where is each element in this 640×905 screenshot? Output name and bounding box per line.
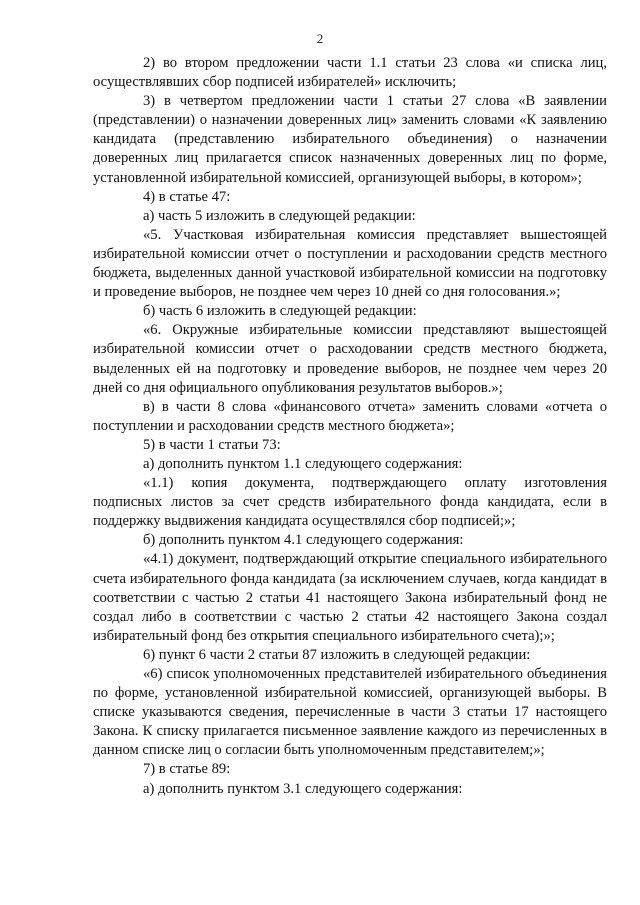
paragraph: а) дополнить пунктом 1.1 следующего содержания: — [143, 455, 463, 472]
page-number: 2 — [316, 31, 324, 46]
paragraph: 7) в статье 89: — [143, 761, 231, 778]
paragraph: б) часть 6 изложить в следующей редакции: — [143, 303, 417, 320]
paragraph: 2) во втором предложении части 1.1 статьи 23 слова «и списка лиц, осуществлявших сбор подписей избирателей» исключить; — [93, 55, 607, 91]
paragraph: в) в части 8 слова «финансового отчета» заменить словами «отчета о поступлении и расходовании средств местного бюджета»; — [93, 398, 607, 434]
paragraph: 3) в четвертом предложении части 1 статьи 27 слова «В заявлении (представлении) о назначении доверенных лиц» заменить словами «К заявлению кандидата (представлению избирательного объединения) о назначении доверенных лиц прилагается список назначенных доверенных лиц по форме, установленной избирательной комиссией, организующей выборы, в котором»; — [93, 93, 607, 186]
paragraph: «6. Окружные избирательные комиссии представляют вышестоящей избирательной комиссии отчет о расходовании средств местного бюджета, выделенных ей на подготовку и проведение выборов, не позднее чем через 20 дней со дня официального опубликования результатов выборов.»; — [93, 322, 607, 396]
paragraph: а) часть 5 изложить в следующей редакции: — [143, 207, 416, 224]
paragraph: 6) пункт 6 части 2 статьи 87 изложить в следующей редакции: — [143, 646, 531, 663]
paragraph: б) дополнить пунктом 4.1 следующего содержания: — [143, 532, 464, 549]
paragraph: «1.1) копия документа, подтверждающего оплату изготовления подписных листов за счет средств избирательного фонда кандидата, если в поддержку выдвижения кандидата осуществлялся сбор подписей;»; — [93, 475, 607, 530]
paragraph: «6) список уполномоченных представителей избирательного объединения по форме, установленной избирательной комиссией, организующей выборы. В списке указываются сведения, перечисленные в части 3 статьи 17 настоящего Закона. К списку прилагается письменное заявление каждого из перечисленных в данном списке лиц о согласии быть уполномоченным представителем;»; — [93, 666, 607, 759]
paragraph: «4.1) документ, подтверждающий открытие специального избирательного счета избирательного фонда кандидата (за исключением случаев, когда кандидат в соответствии с частью 2 статьи 41 настоящего Закона избирательный фонд не создал либо в соответствии с частью 2 статьи 42 настоящего Закона создал избирательный фонд без открытия специального избирательного счета);»; — [93, 551, 607, 644]
paragraph: «5. Участковая избирательная комиссия представляет вышестоящей избирательной комиссии отчет о поступлении и расходовании средств местного бюджета, выделенных данной участковой избирательной комиссии на подготовку и проведение выборов, не позднее чем через 10 дней со дня голосования.»; — [93, 226, 607, 301]
paragraph: 4) в статье 47: — [143, 188, 231, 205]
paragraph: а) дополнить пунктом 3.1 следующего содержания: — [143, 780, 463, 797]
paragraph: 5) в части 1 статьи 73: — [143, 436, 281, 453]
document-body — [93, 54, 607, 799]
